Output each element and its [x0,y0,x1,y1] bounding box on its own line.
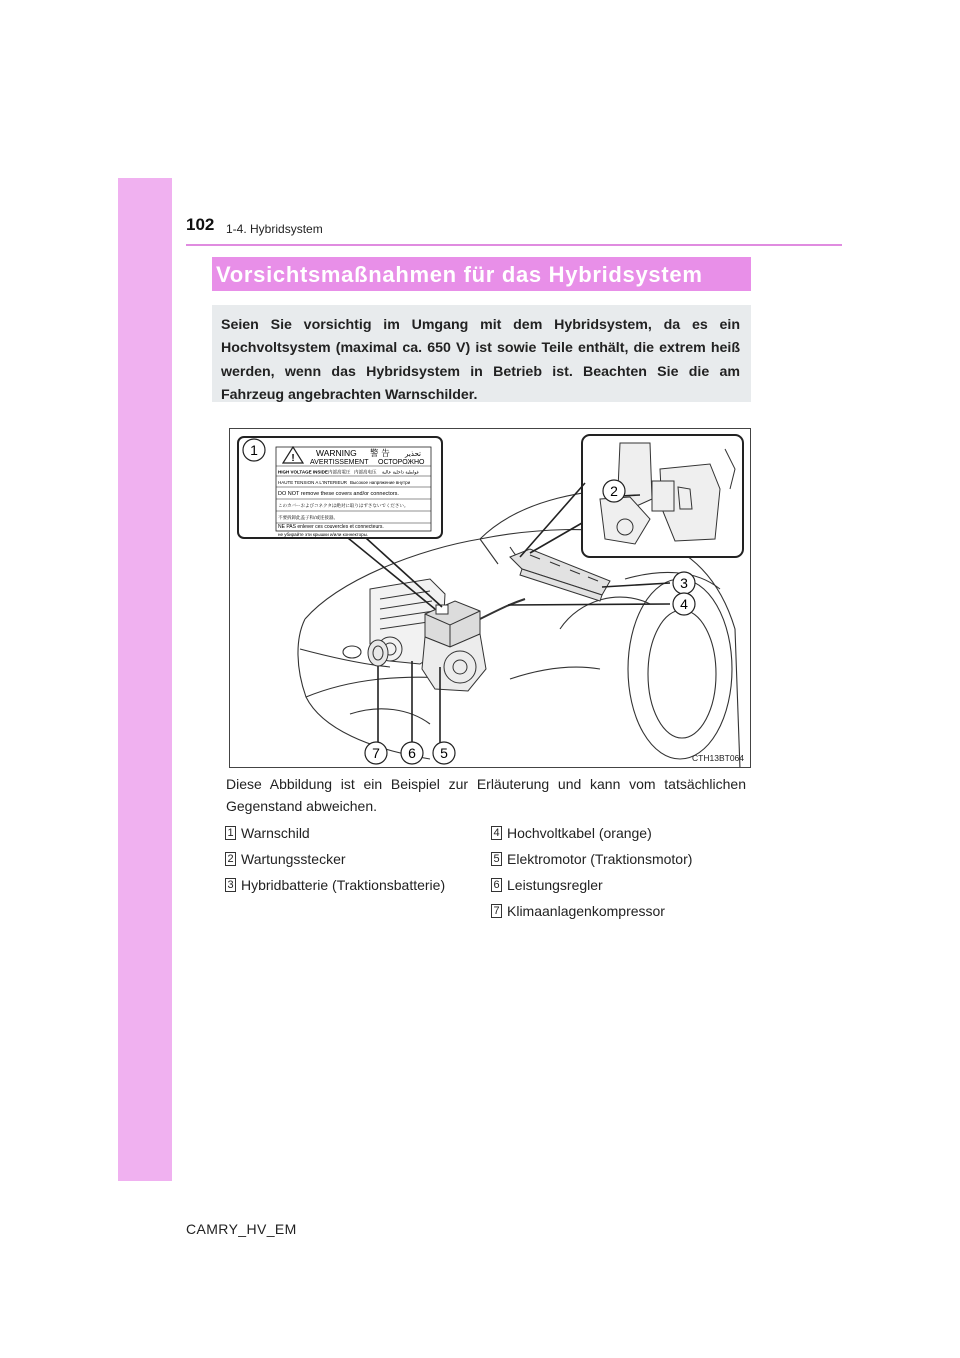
label-hv-ar: فولطية داخلية عالية [382,470,419,476]
label-line-fr: NE PAS enlever ces couvercles et connecteurs. [278,524,384,530]
ac-compressor [368,640,388,666]
side-tab [118,178,172,1181]
legend-num: 2 [225,852,236,866]
legend-label: Leistungsregler [507,877,603,893]
callout-4: 4 [680,596,688,612]
callout-3: 3 [680,575,688,591]
label-hv-ru: Высокое напряжение внутри [350,480,411,485]
label-warning-ru: ОСТОРОЖНО [378,459,425,466]
legend-label: Hochvoltkabel (orange) [507,825,652,841]
legend-label: Klimaanlagenkompressor [507,903,665,919]
legend-label: Hybridbatterie (Traktionsbatterie) [241,877,446,893]
label-hv-jp: 内部高電圧 [328,470,351,476]
label-high-voltage: HIGH VOLTAGE INSIDE [278,469,328,475]
label-line-ru: не убирайте эти крышки и/или коннекторы. [278,532,369,537]
label-warning-ar: تحذير [405,450,421,458]
legend-num: 1 [225,826,236,840]
label-hv-cn: 内部高电压 [354,470,377,476]
section-title: 1-4. Hybridsystem [226,222,323,236]
car-diagram [230,429,751,768]
label-warning-en: WARNING [316,448,357,458]
intro-box [212,305,751,402]
intro-text: Seien Sie vorsichtig im Umgang mit dem Hybridsystem, da es ein Hochvoltsystem (maximal ca. 650 V) ist sowie Teile enthält, die extrem heiß werden, wenn das Hybridsystem in Betrieb ist. Beachten Sie die am Fahrzeug angebrachten Warnschilder. [221,317,740,404]
callout-2: 2 [610,483,618,499]
footer-model-code: CAMRY_HV_EM [186,1221,297,1237]
label-line-cn: 不要拆卸此盖子和/或连接器。 [278,516,339,521]
hv-cable [480,599,525,619]
label-avertissement: AVERTISSEMENT [310,459,369,466]
legend-num: 4 [491,826,502,840]
legend-num: 3 [225,878,236,892]
page-title: Vorsichtsmaßnahmen für das Hybridsystem [216,262,703,287]
legend-label: Warnschild [241,825,310,841]
callout-7: 7 [372,745,380,761]
legend-num: 6 [491,878,502,892]
callout-5: 5 [440,745,448,761]
callout-1: 1 [250,442,258,458]
label-warning-jp: 警 告 [370,449,390,459]
svg-text:!: ! [291,453,295,464]
callout-6: 6 [408,745,416,761]
label-haute-tension: HAUTE TENSION A L'INTERIEUR [278,480,348,485]
legend-label: Wartungsstecker [241,851,346,867]
label-line-jp: このカバーおよびコネクタは絶対に取りはずさないでください。 [278,504,409,509]
figure-caption: Diese Abbildung ist ein Beispiel zur Erläuterung und kann vom tatsächlichen Gegenstand abweichen. [226,776,746,814]
hybrid-system-illustration [229,428,751,768]
header-rule [186,244,842,246]
figure-code: CTH13BT064 [692,753,744,763]
page-number: 102 [186,215,215,234]
warning-label-inset [238,437,442,538]
legend-label: Elektromotor (Traktionsmotor) [507,851,693,867]
legend-num: 7 [491,904,502,918]
label-line-en: DO NOT remove these covers and/or connectors. [278,491,399,497]
legend-num: 5 [491,852,502,866]
